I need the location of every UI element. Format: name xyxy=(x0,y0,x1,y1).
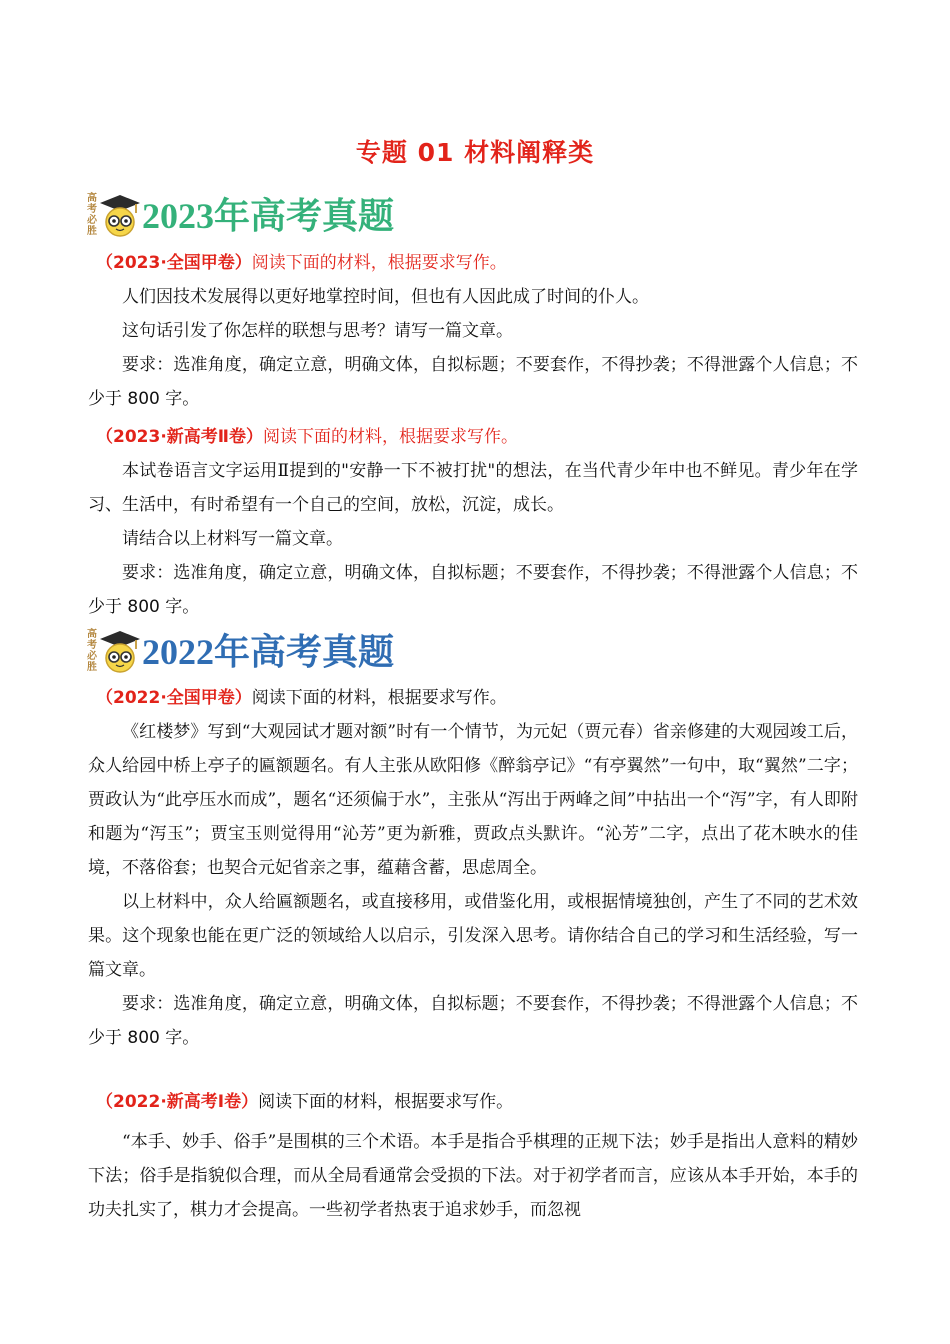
question-prompt: 阅读下面的材料，根据要求写作。 xyxy=(262,427,518,447)
section-title: 2023年高考真题 xyxy=(142,196,395,236)
requirement-paragraph: 要求：选准角度，确定立意，明确文体，自拟标题；不要套作，不得抄袭；不得泄露个人信息；不少于 800 字。 xyxy=(88,994,858,1048)
material-paragraph: 本试卷语言文字运用Ⅱ提到的"安静一下不被打扰"的想法，在当代青少年中也不鲜见。青少年在学习、生活中，有时希望有一个自己的空间，放松，沉淀，成长。 xyxy=(88,461,858,515)
document-title: 专题 01 材料阐释类 xyxy=(355,138,595,167)
question-prompt: 阅读下面的材料，根据要求写作。 xyxy=(258,1092,514,1112)
material-paragraph: 人们因技术发展得以更好地掌控时间，但也有人因此成了时间的仆人。 xyxy=(122,287,649,307)
question-2022-xingaokao1 xyxy=(88,1085,858,1227)
question-2022-jia xyxy=(88,681,858,1055)
task-paragraph: 请结合以上材料写一篇文章。 xyxy=(122,529,343,549)
section-heading-2022 xyxy=(86,626,394,678)
question-tag: （2022·全国甲卷） xyxy=(96,688,252,708)
question-source xyxy=(88,681,858,715)
question-source xyxy=(88,246,858,280)
question-source xyxy=(88,1085,858,1119)
mascot-badge-icon xyxy=(86,191,142,241)
task-paragraph: 以上材料中，众人给匾额题名，或直接移用，或借鉴化用，或根据情境独创，产生了不同的艺术效果。这个现象也能在更广泛的领域给人以启示，引发深入思考。请你结合自己的学习和生活经验，写一篇文章。 xyxy=(88,892,858,980)
question-source xyxy=(88,420,858,454)
question-tag: （2023·全国甲卷） xyxy=(96,253,252,273)
question-2023-jia xyxy=(88,246,858,416)
question-tag: （2023·新高考Ⅱ卷） xyxy=(96,427,263,447)
question-tag: （2022·新高考Ⅰ卷） xyxy=(96,1092,259,1112)
badge-lettering: 高 考 必 胜 xyxy=(87,629,97,673)
requirement-paragraph: 要求：选准角度，确定立意，明确文体，自拟标题；不要套作，不得抄袭；不得泄露个人信息；不少于 800 字。 xyxy=(88,355,858,409)
material-paragraph: 《红楼梦》写到“大观园试才题对额”时有一个情节，为元妃（贾元春）省亲修建的大观园竣工后，众人给园中桥上亭子的匾额题名。有人主张从欧阳修《醉翁亭记》“有亭翼然”一句中，取“翼然”二字；贾政认为“此亭压水而成”，题名“还须偏于水”，主张从“泻出于两峰之间”中拈出一个“泻”字，有人即附和题为“泻玉”；贾宝玉则觉得用“沁芳”更为新雅，贾政点头默许。“沁芳”二字，点出了花木映水的佳境，不落俗套；也契合元妃省亲之事，蕴藉含蓄，思虑周全。 xyxy=(88,722,858,878)
section-title: 2022年高考真题 xyxy=(142,632,395,672)
requirement-paragraph: 要求：选准角度，确定立意，明确文体，自拟标题；不要套作，不得抄袭；不得泄露个人信息；不少于 800 字。 xyxy=(88,563,858,617)
badge-lettering: 高 考 必 胜 xyxy=(87,193,97,237)
question-prompt: 阅读下面的材料，根据要求写作。 xyxy=(251,688,507,708)
question-2023-xingaokao2 xyxy=(88,420,858,624)
section-heading-2023 xyxy=(86,190,394,242)
task-paragraph: 这句话引发了你怎样的联想与思考？请写一篇文章。 xyxy=(122,321,513,341)
question-prompt: 阅读下面的材料，根据要求写作。 xyxy=(251,253,507,273)
material-paragraph: “本手、妙手、俗手”是围棋的三个术语。本手是指合乎棋理的正规下法；妙手是指出人意料的精妙下法；俗手是指貌似合理，而从全局看通常会受损的下法。对于初学者而言，应该从本手开始，本手的功夫扎实了，棋力才会提高。一些初学者热衷于追求妙手，而忽视 xyxy=(88,1132,858,1220)
mascot-badge-icon xyxy=(86,627,142,677)
